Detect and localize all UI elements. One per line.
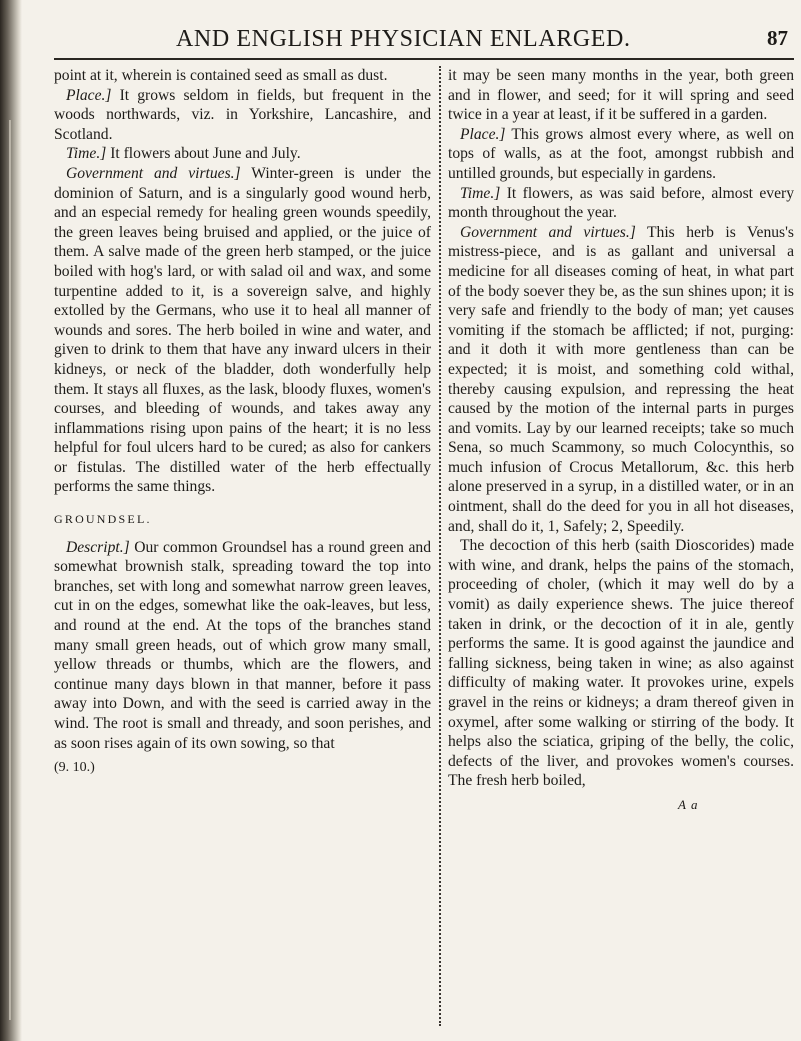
paragraph-text: This grows almost every where, as well on tops of walls, as at the foot, amongst rubbish and untilled grounds, but especially in gardens. xyxy=(448,125,794,182)
paragraph xyxy=(54,538,431,754)
paragraph: it may be seen many months in the year, both green and in flower, and seed; for it will spring and seed twice in a year at least, if it be suffered in a garden. xyxy=(448,67,794,124)
right-column xyxy=(448,66,794,815)
running-head: AND ENGLISH PHYSICIAN ENLARGED. xyxy=(176,26,631,52)
paragraph: The decoction of this herb (saith Dioscorides) made with wine, and drank, helps the pains of the stomach, proceeding of choler, (which it may well do by a vomit) as daily experience shews. The juice thereof taken in drink, or the decoction of it in ale, gently performs the same. It is good against the jaundice and falling sickness, being taken in wine; as also against difficulty of making water. It provokes urine, expels gravel in the reins or kidneys; a dram thereof given in oxymel, after some walking or stirring of the body. It helps also the sciatica, griping of the belly, the colic, defects of the liver, and provokes women's courses. The fresh herb boiled, xyxy=(448,537,794,790)
left-column xyxy=(54,66,431,777)
header-rule xyxy=(54,58,794,60)
folio-mark: (9. 10.) xyxy=(54,760,95,776)
paragraph-text: It grows seldom in fields, but frequent in the woods northwards, viz. in Yorkshire, Lancashire, and Scotland. xyxy=(54,86,431,143)
section-title: GROUNDSEL. xyxy=(54,512,152,527)
paragraph xyxy=(448,125,794,184)
footer-row xyxy=(448,795,794,815)
column-divider xyxy=(439,66,441,1026)
signature-mark: A a xyxy=(678,796,699,812)
section-label: Government and virtues.] xyxy=(460,223,636,241)
paragraph-text: It flowers, as was said before, almost every month throughout the year. xyxy=(448,184,794,222)
paragraph xyxy=(54,144,431,164)
binding-edge xyxy=(0,0,22,1041)
section-label: Place.] xyxy=(460,125,506,143)
paragraph xyxy=(54,86,431,145)
paragraph-text: common Groundsel has a round green and somewhat brownish stalk, spreading toward the top into branches, set with long and somewhat narrow green leaves, cut in on the edges, somewhat like the oak-leaves, but less, and round at the end. At the tops of the branches stand many small green heads, out of which grow many small, yellow threads or thumbs, which are the flowers, and continue many days blown in that manner, before it pass away into Down, and with the seed is carried away in the wind. The root is small and thready, and soon perishes, and as soon rises again of its own sowing, so that xyxy=(54,538,431,752)
section-label: Time.] xyxy=(460,184,501,202)
section-label: Descript.] xyxy=(66,538,130,556)
section-label: Time.] xyxy=(66,145,107,163)
page-number: 87 xyxy=(767,26,788,50)
paragraph xyxy=(448,223,794,537)
small-caps-lead: Our xyxy=(129,538,159,556)
page-header xyxy=(120,20,801,60)
paragraph xyxy=(54,164,431,497)
paragraph: point at it, wherein is contained seed as small as dust. xyxy=(54,67,388,84)
section-label: Government and virtues.] xyxy=(66,164,241,182)
paragraph-text: It flowers about June and July. xyxy=(106,145,301,163)
section-label: Place.] xyxy=(66,86,112,104)
paragraph-text: This herb is Venus's mistress-piece, and is as gallant and universal a medicine for all diseases coming of heat, in what part of the body soever they be, as the sun shines upon; it is very safe and friendly to the body of man; yet causes vomiting if the stomach be afflicted; if not, purging: and it doth it with more gentleness than can be expected; it is moist, and something cold withal, thereby causing expulsion, and repressing the heat caused by the motion of the internal parts in purges and vomits. Lay by our learned receipts; take so much Sena, so much Scammony, so much Colocynthis, so much infusion of Crocus Metallorum, &c. this herb alone preserved in a syrup, in a distilled water, or in an ointment, shall do the deed for you in all hot diseases, and, shall do it, 1, Safely; 2, Speedily. xyxy=(448,223,794,535)
paragraph-text: Winter-green is under the dominion of Saturn, and is a singularly good wound herb, and an especial remedy for healing green wounds speedily, the green leaves being bruised and applied, or the juice of them. A salve made of the green herb stamped, or the juice boiled with hog's lard, or with salad oil and wax, and some turpentine added to it, is a sovereign salve, and highly extolled by the Germans, who use it to heal all manner of wounds and sores. The herb boiled in wine and water, and given to drink to them that have any inward ulcers in their kidneys, or neck of the bladder, doth wonderfully help them. It stays all fluxes, as the lask, bloody fluxes, women's courses, and bleeding of wounds, and takes away any inflammations rising upon pains of the heart; it is no less helpful for foul ulcers hard to be cured; as also for cankers or fistulas. The distilled water of the herb effectually performs the same things. xyxy=(54,164,431,496)
paragraph xyxy=(448,184,794,223)
footer-row xyxy=(54,757,431,777)
